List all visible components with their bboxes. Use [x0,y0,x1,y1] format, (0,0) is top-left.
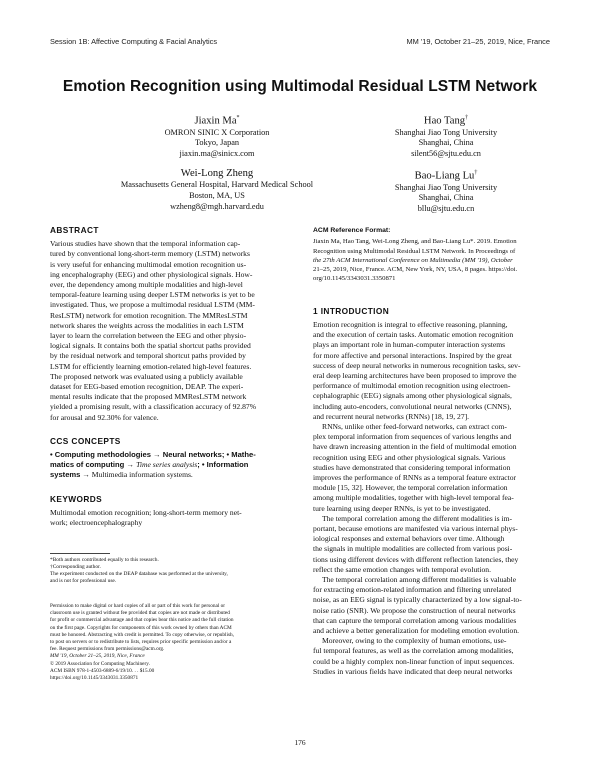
abstract-line: logical signals. It contains both the spatial shortcut paths provided [50,341,251,351]
abstract-line: ing encephalography (EEG) and other physiological signals. How- [50,269,253,279]
footnote-rule [50,553,110,554]
footnote: The experiment conducted on the DEAP database was performed at the university, [50,571,228,578]
author-block-1 [92,112,342,160]
footnote: and is not for professional use. [50,578,117,585]
author-block-4 [321,167,571,215]
abstract-line: investigated. Thus, we propose a multimodal residual LSTM (MM- [50,300,255,310]
introduction-heading: 1 INTRODUCTION [313,305,390,316]
abstract-line: tured by conventional long-short-term memory (LSTM) networks [50,249,250,259]
author-location: Boston, MA, US [189,190,245,200]
acm-reference-doi[interactable]: org/10.1145/3343031.3350871 [313,275,396,283]
abstract-line: ever, the dependency among multiple modalities and high-level [50,280,243,290]
doi-link[interactable]: https://doi.org/10.1145/3343031.3350871 [50,675,139,682]
permission-venue: MM '19, October 21–25, 2019, Nice, France [50,653,145,660]
author-name: Bao-Liang Lu† [414,170,478,182]
page-number: 176 [294,738,306,747]
intro-paragraph-3: The temporal correlation among the different modalities is im- portant, because emotions are manifested via various internal phys- iological responses and external behaviors over time. Although the signals in multiple modalities are collected from various posi- tions using different devices with different reflection latencies, they reflect the same emotion changes with temporal evolution. [313,513,519,574]
abstract-line: is very useful for enhancing multimodal emotion recognition us- [50,259,247,269]
author-email: silent56@sjtu.edu.cn [411,149,481,159]
left-column [50,225,293,528]
permission-block: Permission to make digital or hard copies of all or part of this work for personal or classroom use is granted without fee provided that copies are not made or distributed for profit or commercial advantage and that copies bear this notice and the full citation on the first page. Copyrights for components of this work owned by others than ACM must be honored. Abstracting with credit is permitted. To copy otherwise, or republish, to post on servers or to redistribute to lists, requires prior specific permission and/or a fee. Request permissions from permissions@acm.org. MM '19, October 21–25, 2019, Nice, France © 2019 Association for Computing Machinery. ACM ISBN 978-1-4503-6889-6/19/10. . . $15.00 https://doi.org/10.1145/3343031.3350871 [50,603,293,682]
acm-reference-heading: ACM Reference Format: [313,227,391,234]
abstract-line: layer to learn the correlation between the EEG and other physio- [50,331,247,341]
header-session: Session 1B: Affective Computing & Facial Analytics [50,37,218,46]
author-affiliation: OMRON SINIC X Corporation [164,127,270,137]
running-header [50,37,550,49]
abstract-line: Various studies have shown that the temporal information cap- [50,239,241,249]
ccs-body: • Computing methodologies → Neural networks; • Mathe- matics of computing → Time series analysis; • Information systems → Multimedia information systems. [50,450,256,480]
footnotes [50,557,293,585]
author-email: jiaxin.ma@sinicx.com [179,149,255,159]
author-email: bllu@sjtu.edu.cn [417,204,475,214]
author-location: Shanghai, China [418,138,474,148]
keywords-body: Multimodal emotion recognition; long-short-term memory net- work; electroencephalography [50,507,242,528]
acm-reference: ACM Reference Format: Jiaxin Ma, Hao Tang, Wei-Long Zheng, and Bao-Liang Lu*. 2019. Emotion Recognition using Multimodal Residual LSTM Network. In Proceedings of the 27th ACM International Conference on Multimedia (MM '19), October 21–25, 2019, Nice, France. ACM, New York, NY, USA, 8 pages. https://doi. org/10.1145/3343031.3350871 [313,226,553,284]
abstract-line: by the residual network and temporal shortcut paths provided by [50,351,246,361]
abstract-line: temporal-feature learning using deeper LSTM networks is yet to be [50,290,255,300]
intro-paragraph-2: RNNs, unlike other feed-forward networks, can extract com- plex temporal information from sequences of various lengths and have drawn increasing attention in the field of multimodal emotion recognition using EEG and other physiological signals. Various studies have demonstrated that considering temporal information improves the performance of RNNs as a temporal feature extractor module [15, 32]. However, the temporal correlation information among multiple modalities, together with high-level temporal fea- ture learning using deeper RNNs, is yet to be investigated. [313,422,517,513]
author-block-2 [321,112,571,160]
abstract-line: mental results indicate that the proposed MMResLSTM network [50,392,247,402]
abstract-line: dataset for EEG-based emotion recognition, DEAP. The experi- [50,382,244,392]
abstract-line: The proposed network was evaluated using a publicly available [50,371,243,381]
copyright: © 2019 Association for Computing Machinery. [50,660,150,667]
author-location: Tokyo, Japan [194,138,240,148]
intro-paragraph-4: The temporal correlation among different modalities is valuable for extracting emotion-related information and filtering unrelated noise, as an EEG signal is typically characterized by a low signal-to- noise ratio (SNR). We propose the construction of neural networks that can capture the temporal correlation among various modalities and achieve a better generalization for modeling emotion evolution. [313,575,522,636]
ccs-heading: CCS CONCEPTS [50,435,121,446]
author-name: Wei-Long Zheng [180,168,254,179]
author-affiliation: Shanghai Jiao Tong University [394,182,498,192]
paper-title: Emotion Recognition using Multimodal Residual LSTM Network [62,78,538,95]
keywords-heading: KEYWORDS [50,493,103,504]
intro-paragraph-1: Emotion recognition is integral to effective reasoning, planning, and the execution of certain tasks. Automatic emotion recognition plays an important role in human-computer interaction systems for more affective and personal interactions. Inspired by the great success of deep neural networks in numerous recognition tasks, sev- eral deep learning architectures have been proposed to improve the performance of multimodal emotion recognition using electroen- cephalographic (EEG) signals among other physiological signals, including auto-encoders, convolutional neural networks (CNNS), and recurrent neural networks (RNNs) [18, 19, 27]. [313,319,521,421]
abstract-line: network shares the weights across the modalities in each LSTM [50,320,244,330]
abstract-body [50,239,293,423]
author-affiliation: Shanghai Jiao Tong University [394,127,498,137]
author-affiliation: Massachusetts General Hospital, Harvard Medical School [120,180,314,189]
footnote: †Corresponding author. [50,564,101,571]
author-name: Jiaxin Ma* [194,115,240,127]
footnote: *Both authors contributed equally to this research. [50,557,159,563]
author-location: Shanghai, China [418,193,474,203]
intro-paragraph-5: Moreover, owing to the complexity of human emotions, use- ful temporal features, as well as the correlation among modalities, could be a highly complex non-linear function of input sequences. Studies in various fields have indicated that deep neural networks [313,636,515,676]
author-name: Hao Tang† [423,115,469,127]
abstract-line: LSTM for efficiently learning emotion-related high-level features. [50,361,252,371]
header-venue: MM '19, October 21–25, 2019, Nice, France [406,37,550,46]
abstract-heading: ABSTRACT [50,225,99,235]
author-email: wzheng8@mgh.harvard.edu [170,201,264,211]
right-column [313,226,553,677]
isbn: ACM ISBN 978-1-4503-6889-6/19/10. . . $15.00 [50,667,155,674]
abstract-line: for arousal and 92.30% for valence. [50,412,159,422]
ccs-line: • Computing methodologies → Neural networks; • Mathe- [50,450,256,460]
abstract-line: yielded a promising result, with a classification accuracy of 92.87% [50,402,257,412]
abstract-line: ResLSTM) network for emotion recognition. The MMResLSTM [50,310,248,320]
